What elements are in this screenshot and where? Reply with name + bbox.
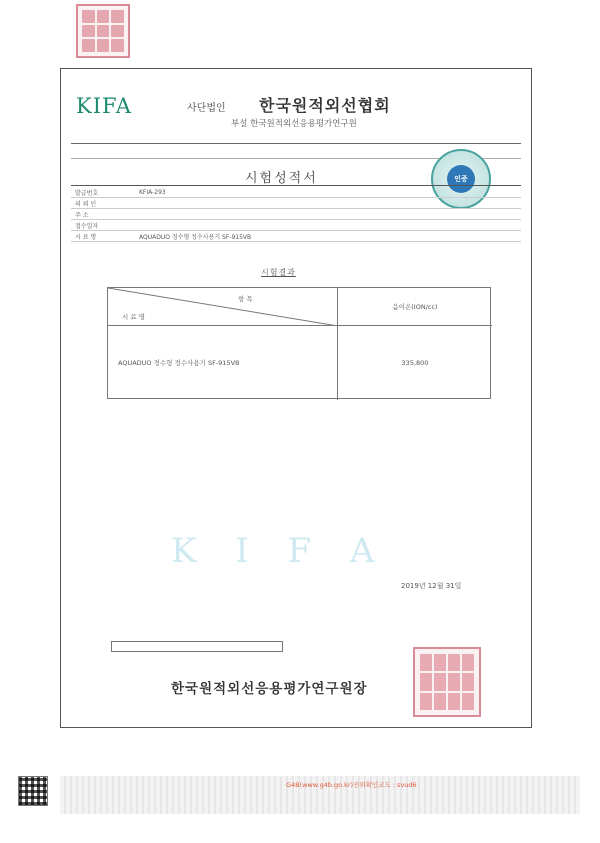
certificate-document — [60, 68, 532, 728]
info-label: 접수일자 — [75, 222, 99, 230]
info-value: KFIA-293 — [139, 188, 166, 196]
result-table — [107, 287, 491, 399]
info-label: 시 료 명 — [75, 233, 97, 241]
kifa-logo: KIFA — [76, 94, 132, 118]
cert-mark-label: 인증 — [447, 165, 475, 193]
issue-date: 2019년 12월 31일 — [401, 582, 462, 590]
info-row — [71, 187, 521, 198]
org-prefix: 사단법인 — [187, 103, 226, 114]
president-signature-line: 한국원적외선응용평가연구원장 — [171, 681, 368, 697]
result-header-diagonal — [108, 288, 338, 326]
unit-header: 음이온(ION/cc) — [338, 288, 492, 326]
result-sample: AQUADUO 정수형 정수사용기 SF-915VB — [108, 326, 338, 400]
org-subtitle: 부설 한국원적외선응용평가연구원 — [231, 119, 357, 129]
org-name: 한국원적외선협회 — [259, 96, 391, 115]
title-divider — [71, 185, 521, 186]
official-seal-stamp — [413, 647, 481, 717]
result-value: 335,800 — [401, 359, 429, 367]
top-seal-stamp — [76, 4, 130, 58]
item-header: 항 목 — [238, 295, 253, 303]
sample-header: 시 료 명 — [122, 313, 145, 321]
info-label: 주 소 — [75, 211, 89, 219]
info-value: AQUADUO 정수형 정수사용기 SF-915VB — [139, 233, 252, 241]
section-title: 시험결과 — [261, 268, 296, 277]
info-row — [71, 198, 521, 209]
info-row — [71, 220, 521, 231]
kifa-watermark: K I F A — [171, 531, 389, 571]
info-table — [71, 187, 521, 242]
contact-box — [111, 641, 283, 652]
qr-code-icon — [18, 776, 48, 806]
document-title: 시험성적서 — [245, 171, 318, 186]
info-row — [71, 209, 521, 220]
footer-verify-url: G4B(www.g4b.go.kr)진위확인코드 : svud6 — [286, 781, 417, 789]
info-label: 발급번호 — [75, 189, 99, 197]
info-label: 의 뢰 인 — [75, 200, 97, 208]
info-row — [71, 231, 521, 242]
